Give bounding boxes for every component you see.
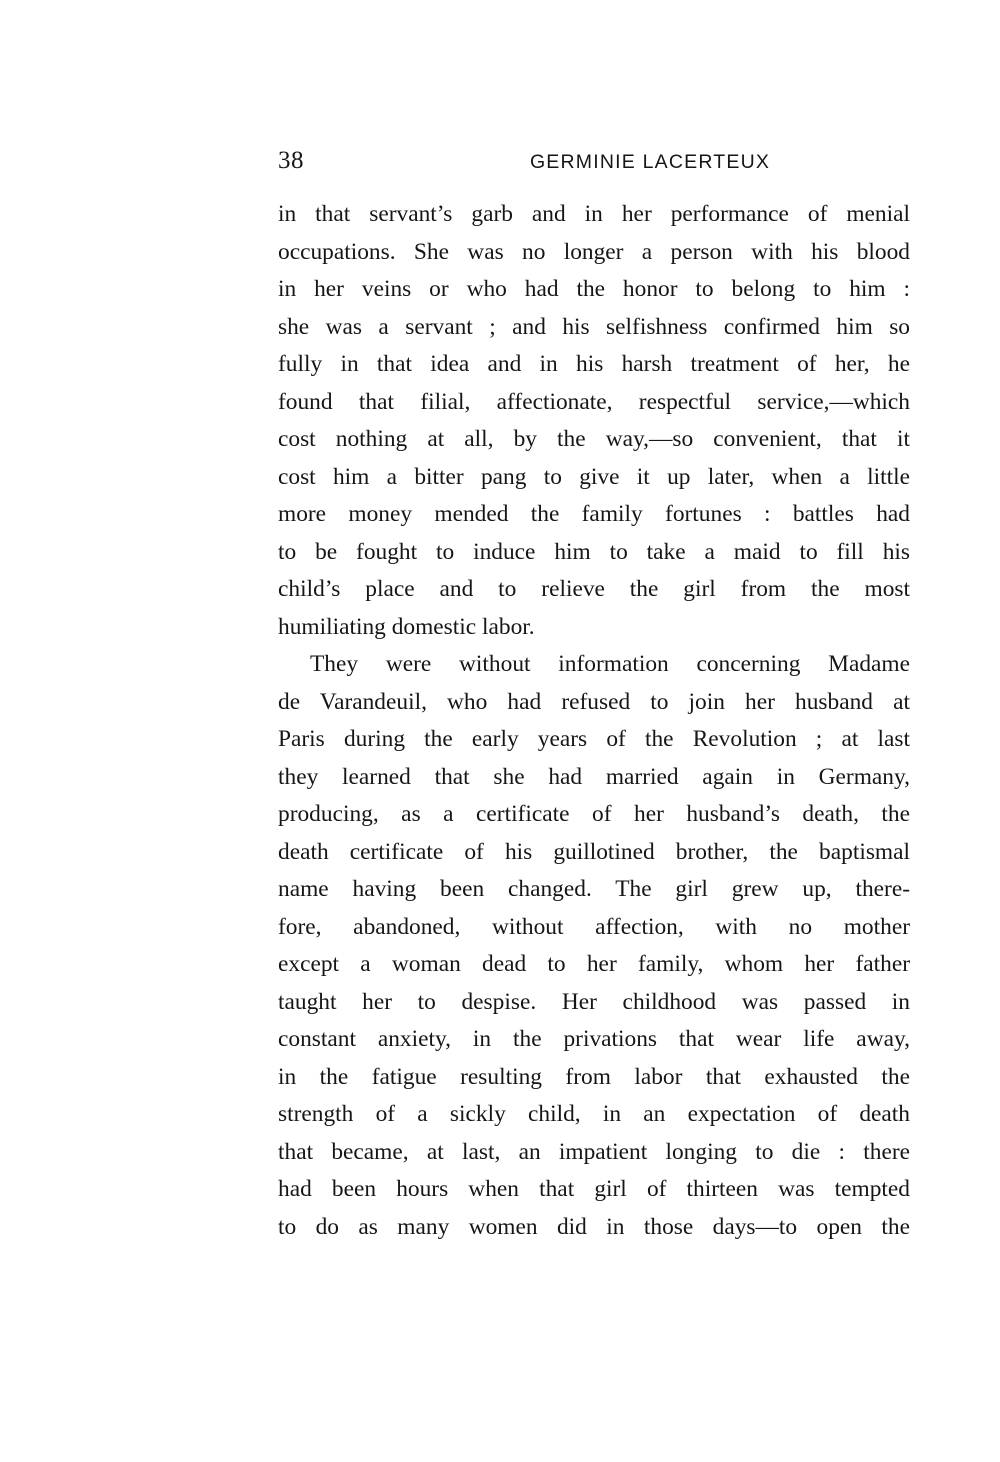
text-line: they learned that she had married again in Germany, [278, 763, 910, 790]
text-line: more money mended the family fortunes : battles had [278, 501, 910, 527]
text-line: producing, as a certificate of her husband’s death, the [278, 801, 910, 827]
text-line: strength of a sickly child, in an expectation of death [278, 1101, 910, 1127]
text-line: Paris during the early years of the Revolution ; at last [278, 726, 910, 752]
text-line: to be fought to induce him to take a maid to fill his [278, 538, 910, 565]
text-line: had been hours when that girl of thirteen was tempted [278, 1176, 910, 1202]
page-number: 38 [278, 147, 304, 174]
text-line: occupations. She was no longer a person with his blood [278, 238, 910, 265]
running-head [278, 146, 910, 180]
book-title: GERMINIE LACERTEUX [529, 151, 771, 173]
text-line: found that filial, affectionate, respectful service,—which [278, 388, 910, 415]
text-line: cost nothing at all, by the way,—so convenient, that it [278, 426, 910, 452]
text-line: in that servant’s garb and in her performance of menial [278, 201, 910, 227]
text-line: humiliating domestic labor. [278, 613, 535, 640]
text-line: except a woman dead to her family, whom her father [278, 951, 910, 977]
text-line: de Varandeuil, who had refused to join her husband at [278, 688, 910, 715]
text-line: that became, at last, an impatient longing to die : there [278, 1138, 910, 1165]
body-text [278, 196, 910, 1246]
text-line: taught her to despise. Her childhood was passed in [278, 988, 910, 1015]
text-line: to do as many women did in those days—to open the [278, 1213, 910, 1240]
text-line: she was a servant ; and his selfishness confirmed him so [278, 313, 910, 340]
paragraph-2 [278, 646, 910, 1246]
paragraph-1 [278, 196, 910, 646]
text-line: in her veins or who had the honor to belong to him : [278, 276, 910, 302]
text-line: child’s place and to relieve the girl from the most [278, 576, 910, 602]
text-line: in the fatigue resulting from labor that exhausted the [278, 1063, 910, 1090]
text-line: cost him a bitter pang to give it up later, when a little [278, 463, 910, 490]
text-line: constant anxiety, in the privations that wear life away, [278, 1026, 910, 1052]
text-line: They were without information concerning Madame [310, 651, 910, 677]
text-line: fore, abandoned, without affection, with no mother [278, 913, 910, 940]
text-line: fully in that idea and in his harsh treatment of her, he [278, 351, 910, 377]
text-line: death certificate of his guillotined brother, the baptismal [278, 838, 910, 865]
text-line: name having been changed. The girl grew up, there- [278, 876, 910, 902]
